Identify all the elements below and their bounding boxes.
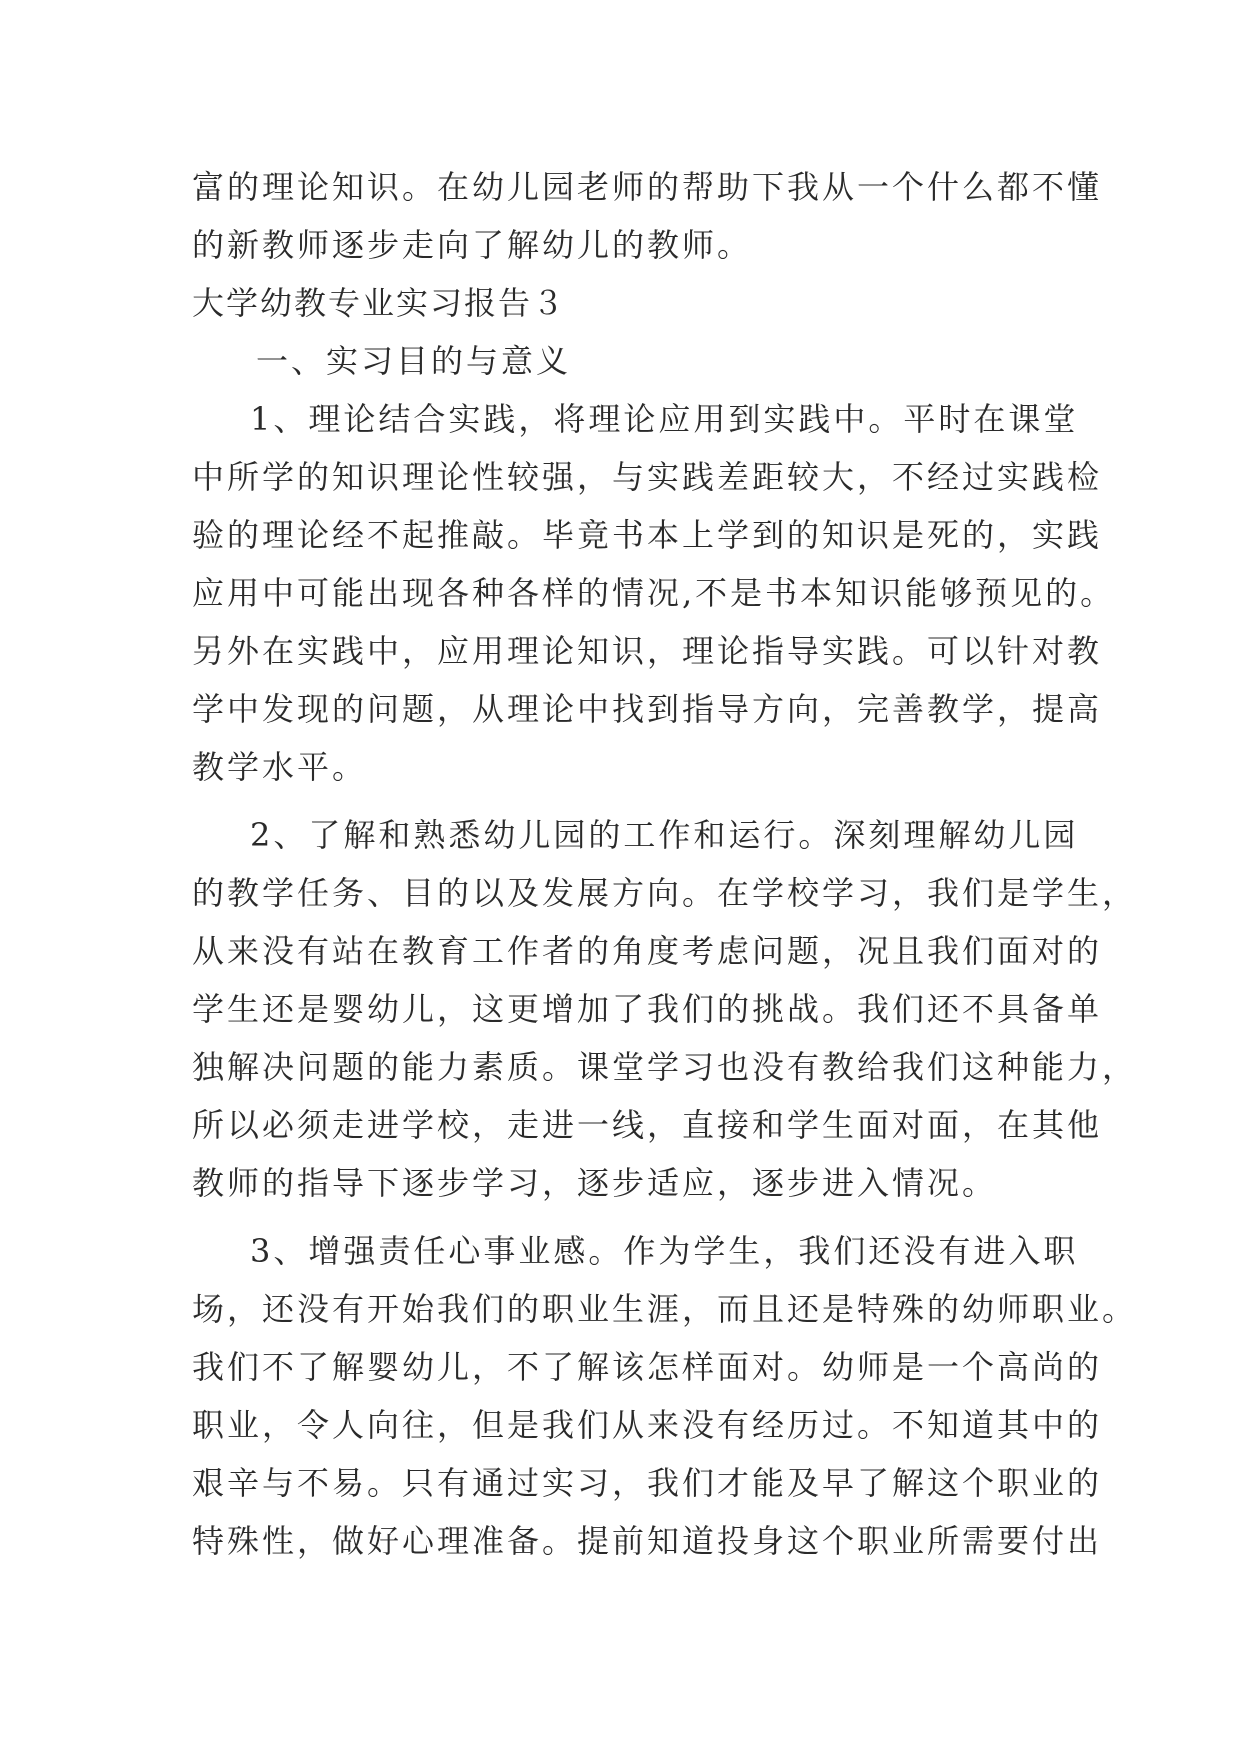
text-line: 学生还是婴幼儿，这更增加了我们的挑战。我们还不具备单 [192,990,1103,1028]
text-line: 验的理论经不起推敲。毕竟书本上学到的知识是死的，实践 [192,516,1103,554]
text-line: 独解决问题的能力素质。课堂学习也没有教给我们这种能力， [192,1048,1138,1086]
paragraph-3-first-line: 3、增强责任心事业感。作为学生，我们还没有进入职 [250,1232,1079,1270]
paragraph-gap [192,1212,1050,1222]
text-line: 应用中可能出现各种各样的情况,不是书本知识能够预见的。 [192,574,1116,612]
text-line: 的教学任务、目的以及发展方向。在学校学习，我们是学生， [192,874,1138,912]
text-line: 教学水平。 [192,748,368,786]
paragraph-1-first-line: 1、理论结合实践，将理论应用到实践中。平时在课堂 [250,400,1079,438]
text-line: 学中发现的问题，从理论中找到指导方向，完善教学，提高 [192,690,1103,728]
text-line: 的新教师逐步走向了解幼儿的教师。 [192,226,753,264]
text-line: 艰辛与不易。只有通过实习，我们才能及早了解这个职业的 [192,1464,1103,1502]
text-line: 教师的指导下逐步学习，逐步适应，逐步进入情况。 [192,1164,998,1202]
paragraph-2-first-line: 2、了解和熟悉幼儿园的工作和运行。深刻理解幼儿园 [250,816,1079,854]
document-body [192,158,1138,1570]
paragraph-gap [192,796,1050,806]
text-line: 我们不了解婴幼儿，不了解该怎样面对。幼师是一个高尚的 [192,1348,1103,1386]
text-line: 中所学的知识理论性较强，与实践差距较大，不经过实践检 [192,458,1103,496]
text-line: 从来没有站在教育工作者的角度考虑问题，况且我们面对的 [192,932,1103,970]
text-line: 特殊性，做好心理准备。提前知道投身这个职业所需要付出 [192,1522,1103,1560]
text-line: 另外在实践中，应用理论知识，理论指导实践。可以针对教 [192,632,1103,670]
section-title: 大学幼教专业实习报告３ [192,284,567,322]
text-line: 场，还没有开始我们的职业生涯，而且还是特殊的幼师职业。 [192,1290,1138,1328]
text-line: 所以必须走进学校，走进一线，直接和学生面对面，在其他 [192,1106,1103,1144]
text-line: 职业，令人向往，但是我们从来没有经历过。不知道其中的 [192,1406,1103,1444]
subsection-heading: 一、实习目的与意义 [256,342,572,380]
text-line: 富的理论知识。在幼儿园老师的帮助下我从一个什么都不懂 [192,168,1103,206]
